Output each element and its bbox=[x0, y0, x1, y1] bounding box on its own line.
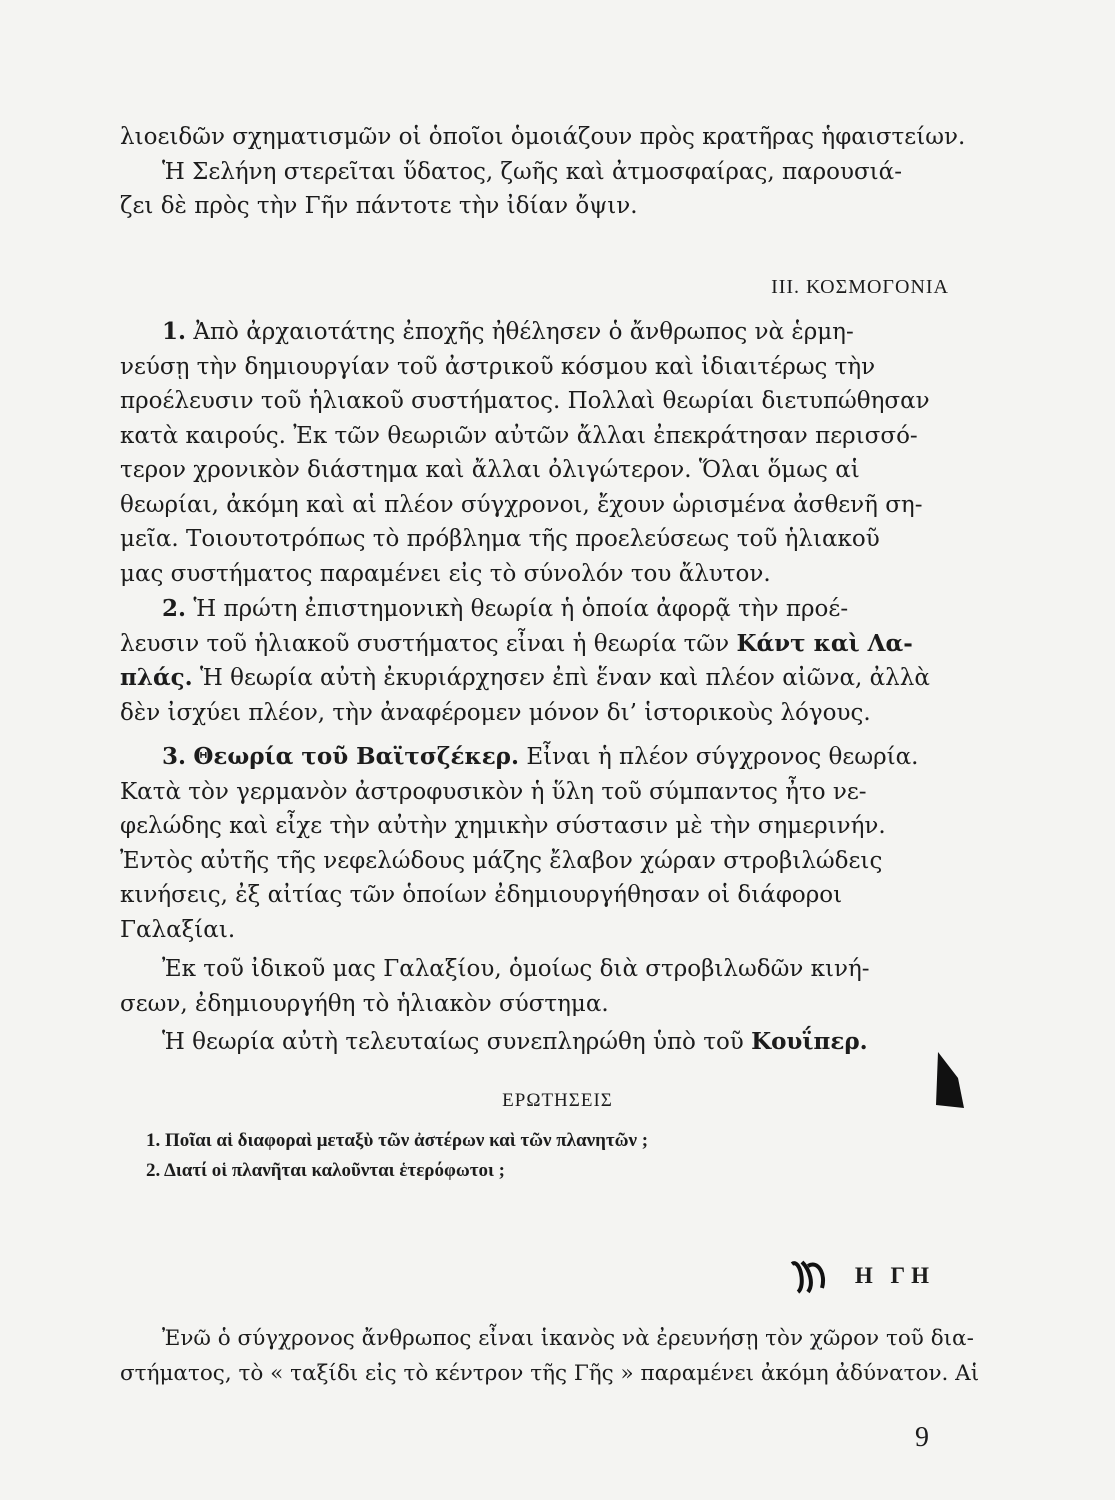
paragraph-4 bbox=[120, 952, 952, 1021]
paragraph-number: 2. bbox=[162, 595, 187, 622]
question-item: 1. Ποῖαι αἱ διαφοραὶ μεταξὺ τῶν ἀστέρων καὶ τῶν πλανητῶν ; bbox=[146, 1130, 649, 1151]
next-section-title: Η ΓΗ bbox=[854, 1263, 935, 1288]
paragraph-number: 3. bbox=[162, 743, 187, 770]
paragraph-5 bbox=[120, 1025, 952, 1060]
text-line: Ἡ θεωρία αὐτὴ τελευταίως συνεπληρώθη ὑπὸ τοῦ bbox=[162, 1029, 744, 1055]
text-line: Ἡ πρώτη ἐπιστημονικὴ θεωρία ἡ ὁποία ἀφορᾷ τὴν προέ- bbox=[193, 596, 849, 622]
text-line: Εἶναι ἡ πλέον σύγχρονος θεωρία. bbox=[526, 744, 919, 770]
text-line: κατὰ καιρούς. Ἐκ τῶν θεωριῶν αὐτῶν ἄλλαι ἐπεκράτησαν περισσό- bbox=[120, 422, 918, 449]
bold-name: Κουΐπερ. bbox=[751, 1028, 868, 1055]
bold-name: πλάς. bbox=[120, 664, 193, 691]
text-line: Ἐντὸς αὐτῆς τῆς νεφελώδους μάζης ἔλαβον χώραν στροβιλώδεις bbox=[120, 847, 883, 874]
text-line: Γαλαξίαι. bbox=[120, 916, 236, 943]
text-line: στήματος, τὸ « ταξίδι εἰς τὸ κέντρον τῆς Γῆς » παραμένει ἀκόμη ἀδύνατον. Αἱ bbox=[120, 1360, 980, 1386]
text-line: Ἡ θεωρία αὐτὴ ἐκυριάρχησεν ἐπὶ ἕναν καὶ πλέον αἰῶνα, ἀλλὰ bbox=[200, 665, 930, 691]
text-line: θεωρίαι, ἀκόμη καὶ αἱ πλέον σύγχρονοι, ἔχουν ὡρισμένα ἀσθενῆ ση- bbox=[120, 491, 923, 518]
text-line: μεῖα. Τοιουτοτρόπως τὸ πρόβλημα τῆς προελεύσεως τοῦ ἡλιακοῦ bbox=[120, 526, 880, 552]
paragraph-3 bbox=[120, 740, 952, 947]
text-line: κινήσεις, ἐξ αἰτίας τῶν ὁποίων ἐδημιουργήθησαν οἱ διάφοροι bbox=[120, 882, 843, 908]
text-line: σεων, ἐδημιουργήθη τὸ ἡλιακὸν σύστημα. bbox=[120, 990, 609, 1017]
question-item: 2. Διατί οἱ πλανῆται καλοῦνται ἑτερόφωτοι ; bbox=[146, 1160, 505, 1181]
paragraph-2 bbox=[120, 592, 952, 730]
paragraph-1 bbox=[120, 315, 952, 591]
page-number: 9 bbox=[915, 1422, 929, 1453]
ink-scribble-icon bbox=[788, 1256, 832, 1296]
questions-title: ΕΡΩΤΗΣΕΙΣ bbox=[502, 1090, 613, 1111]
intro-paragraph bbox=[120, 120, 966, 224]
text-line: Κατὰ τὸν γερμανὸν ἀστροφυσικὸν ἡ ὕλη τοῦ σύμπαντος ἦτο νε- bbox=[120, 778, 867, 805]
text-line: φελώδης καὶ εἶχε τὴν αὐτὴν χημικὴν σύστασιν μὲ τὴν σημερινήν. bbox=[120, 813, 886, 839]
text-line: λιοειδῶν σχηματισμῶν οἱ ὁποῖοι ὁμοιάζουν πρὸς κρατῆρας ἡφαιστείων. bbox=[120, 124, 966, 150]
text-line: τερον χρονικὸν διάστημα καὶ ἄλλαι ὀλιγώτερον. Ὅλαι ὅμως αἱ bbox=[120, 457, 860, 483]
text-line: μας συστήματος παραμένει εἰς τὸ σύνολόν του ἄλυτον. bbox=[120, 560, 771, 587]
text-line: δὲν ἰσχύει πλέον, τὴν ἀναφέρομεν μόνον δι’ ἱστορικοὺς λόγους. bbox=[120, 699, 871, 726]
bold-name: Κάντ καὶ Λα- bbox=[736, 629, 913, 657]
text-line: νεύσῃ τὴν δημιουργίαν τοῦ ἀστρικοῦ κόσμου καὶ ἰδιαιτέρως τὴν bbox=[120, 353, 876, 380]
text-line: ζει δὲ πρὸς τὴν Γῆν πάντοτε τὴν ἰδίαν ὄψιν. bbox=[120, 193, 638, 219]
text-line: λευσιν τοῦ ἡλιακοῦ συστήματος εἶναι ἡ θεωρία τῶν bbox=[120, 630, 730, 657]
text-line: προέλευσιν τοῦ ἡλιακοῦ συστήματος. Πολλαὶ θεωρίαι διετυπώθησαν bbox=[120, 388, 930, 414]
text-line: Ἐκ τοῦ ἰδικοῦ μας Γαλαξίου, ὁμοίως διὰ στροβιλωδῶν κινή- bbox=[162, 956, 870, 982]
next-paragraph bbox=[120, 1322, 980, 1391]
text-line: Ἐνῶ ὁ σύγχρονος ἄνθρωπος εἶναι ἱκανὸς νὰ ἐρευνήσῃ τὸν χῶρον τοῦ δια- bbox=[162, 1326, 974, 1351]
theory-heading: Θεωρία τοῦ Βαϊτσζέκερ. bbox=[193, 743, 519, 770]
section-title: III. ΚΟΣΜΟΓΟΝΙΑ bbox=[771, 276, 949, 298]
paragraph-number: 1. bbox=[162, 318, 187, 345]
text-line: Ἡ Σελήνη στερεῖται ὕδατος, ζωῆς καὶ ἀτμοσφαίρας, παρουσιά- bbox=[162, 158, 902, 185]
text-line: Ἀπὸ ἀρχαιοτάτης ἐποχῆς ἠθέλησεν ὁ ἄνθρωπος νὰ ἑρμη- bbox=[193, 319, 854, 345]
